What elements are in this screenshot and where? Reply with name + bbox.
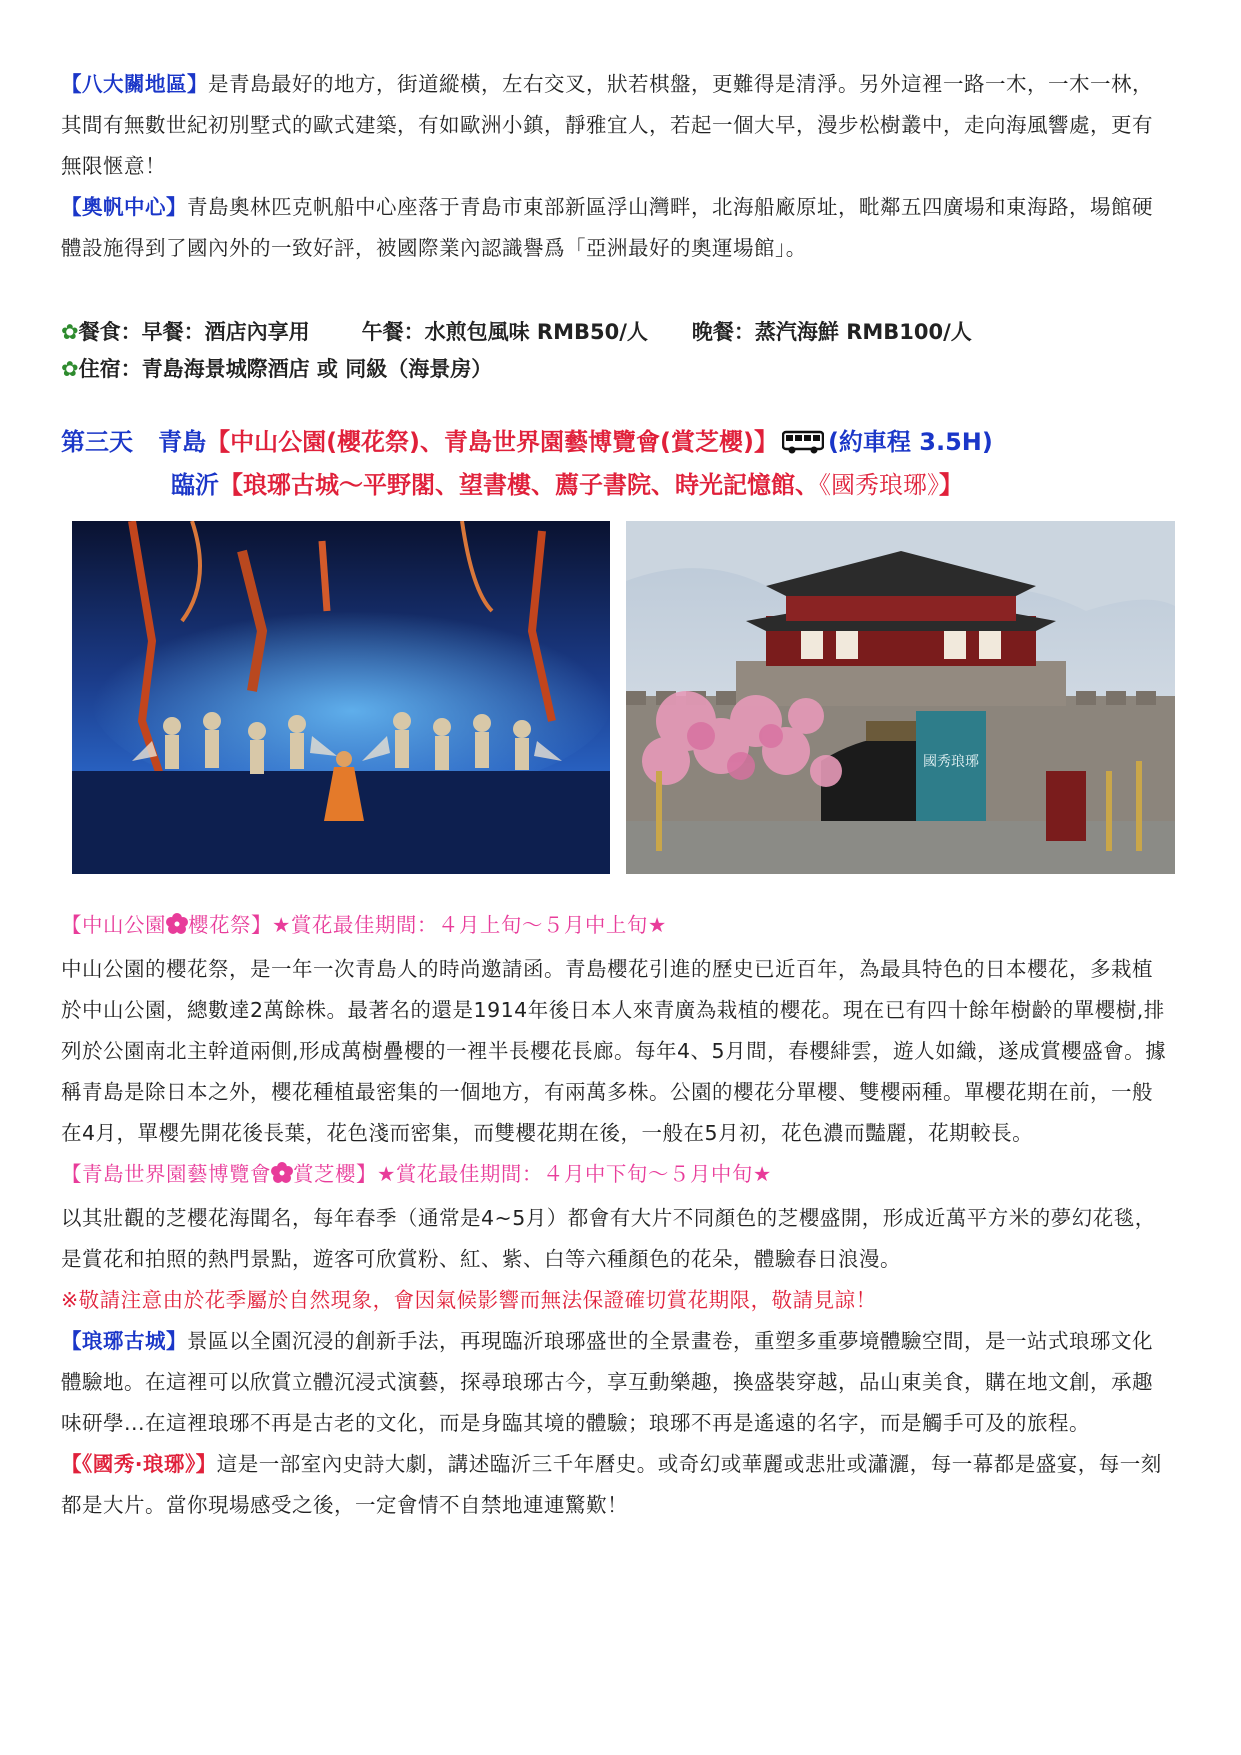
langya-text: 景區以全園沉浸的創新手法，再現臨沂琅琊盛世的全景畫卷，重塑多重夢境體驗空間，是一站式琅琊文化體驗地。在這裡可以欣賞立體沉浸式演藝，探尋琅琊古今，享互動樂趣，換盛裝穿越，品山東美食，購在地文創，承趣味研學...在這裡琅琊不再是古老的文化，而是身臨其境的體驗；琅琊不再是遙遠的名字，而是觸手可及的旅程。 bbox=[61, 1329, 1153, 1435]
lunch-text: 午餐：水煎包風味 RMB50/人 bbox=[361, 320, 648, 344]
day3-route-1: 【中山公園(櫻花祭)、青島世界園藝博覽會(賞芝櫻)】 bbox=[206, 428, 778, 456]
guoxiu-label: 【《國秀·琅琊》】 bbox=[61, 1452, 217, 1476]
intro-section bbox=[61, 64, 1171, 269]
cherry-blossom-icon bbox=[271, 1157, 293, 1198]
guoxiu-paragraph bbox=[61, 1444, 1171, 1526]
badaguan-paragraph bbox=[61, 64, 1171, 187]
dinner-text: 晚餐：蒸汽海鮮 RMB100/人 bbox=[691, 320, 972, 344]
flowers-section bbox=[61, 905, 1171, 1526]
badaguan-text: 是青島最好的地方，街道縱橫，左右交叉，狀若棋盤，更難得是清淨。另外這裡一路一木，一木一林，其間有無數世紀初別墅式的歐式建築，有如歐洲小鎮，靜雅宜人，若起一個大早，漫步松樹叢中，走向海風響處，更有無限愜意！ bbox=[61, 72, 1153, 178]
zhongshan-heading-b: 櫻花祭】★賞花最佳期間：４月上旬～５月中上旬★ bbox=[188, 913, 667, 937]
city2: 臨沂 bbox=[171, 471, 219, 499]
expo-heading-a: 【青島世界園藝博覽會 bbox=[61, 1162, 271, 1186]
day3-route-2-show: 《國秀琅琊》 bbox=[819, 471, 939, 499]
lodging-text: 住宿：青島海景城際酒店 或 同級（海景房） bbox=[78, 357, 493, 381]
ancient-city-gate-photo bbox=[626, 521, 1175, 874]
expo-heading bbox=[61, 1154, 1171, 1198]
meals-lodging-block bbox=[61, 314, 1181, 388]
olympic-sailing-label: 【奧帆中心】 bbox=[61, 195, 187, 219]
cherry-blossom-icon bbox=[166, 908, 188, 949]
lodging-line bbox=[61, 351, 1181, 388]
expo-heading-b: 賞芝櫻】★賞花最佳期間：４月中下旬～５月中旬★ bbox=[293, 1162, 772, 1186]
notice-text: ※敬請注意由於花季屬於自然現象，會因氣候影響而無法保證確切賞花期限，敬請見諒！ bbox=[61, 1288, 877, 1312]
day-label: 第三天 bbox=[61, 428, 133, 456]
day3-route-2-end: 】 bbox=[939, 471, 963, 499]
zhongshan-heading bbox=[61, 905, 1171, 949]
langya-label: 【琅琊古城】 bbox=[61, 1329, 187, 1353]
city1: 青島 bbox=[158, 428, 207, 456]
zhongshan-heading-a: 【中山公園 bbox=[61, 913, 166, 937]
olympic-sailing-paragraph bbox=[61, 187, 1171, 269]
badaguan-label: 【八大關地區】 bbox=[61, 72, 208, 96]
meals-line bbox=[61, 314, 1181, 351]
stage-performance-photo bbox=[72, 521, 610, 874]
photo-row bbox=[72, 521, 1175, 874]
langya-paragraph bbox=[61, 1321, 1171, 1444]
day3-route-2: 【琅琊古城～平野閣、望書樓、薦子書院、時光記憶館、 bbox=[219, 471, 819, 499]
gate-banner-text: 國秀琅琊 bbox=[923, 754, 979, 770]
guoxiu-text: 這是一部室內史詩大劇，講述臨沂三千年曆史。或奇幻或華麗或悲壯或瀟灑，每一幕都是盛宴，每一刻都是大片。當你現場感受之後，一定會情不自禁地連連驚歎！ bbox=[61, 1452, 1162, 1517]
zhongshan-paragraph: 中山公園的櫻花祭，是一年一次青島人的時尚邀請函。青島櫻花引進的歷史已近百年，為最具特色的日本櫻花，多栽植於中山公園，總數達2萬餘株。最著名的還是1914年後日本人來青廣為栽植的櫻花。現在已有四十餘年樹齡的單櫻樹,排列於公園南北主幹道兩側,形成萬樹疊櫻的一裡半長櫻花長廊。每年4、5月間，春櫻緋雲，遊人如織，遂成賞櫻盛會。據稱青島是除日本之外，櫻花種植最密集的一個地方，有兩萬多株。公園的櫻花分單櫻、雙櫻兩種。單櫻花期在前，一般在4月，單櫻先開花後長葉，花色淺而密集，而雙櫻花期在後，一般在5月初，花色濃而豔麗，花期較長。 bbox=[61, 957, 1167, 1145]
day3-title bbox=[61, 423, 1191, 504]
drive-time: (約車程 3.5H) bbox=[827, 428, 993, 456]
bus-icon bbox=[782, 428, 824, 466]
flower-bullet-icon: ✿ bbox=[61, 357, 79, 381]
olympic-sailing-text: 青島奧林匹克帆船中心座落于青島市東部新區浮山灣畔，北海船廠原址，毗鄰五四廣場和東海路，場館硬體設施得到了國內外的一致好評，被國際業內認識譽爲「亞洲最好的奧運場館」。 bbox=[61, 195, 1153, 260]
meals-label: 餐食： bbox=[78, 320, 142, 344]
breakfast-text: 早餐：酒店內享用 bbox=[141, 320, 310, 344]
expo-paragraph: 以其壯觀的芝櫻花海聞名，每年春季（通常是4~5月）都會有大片不同顏色的芝櫻盛開，形成近萬平方米的夢幻花毯，是賞花和拍照的熱門景點，遊客可欣賞粉、紅、紫、白等六種顏色的花朵，體驗春日浪漫。 bbox=[61, 1206, 1156, 1271]
flower-bullet-icon: ✿ bbox=[61, 320, 79, 344]
